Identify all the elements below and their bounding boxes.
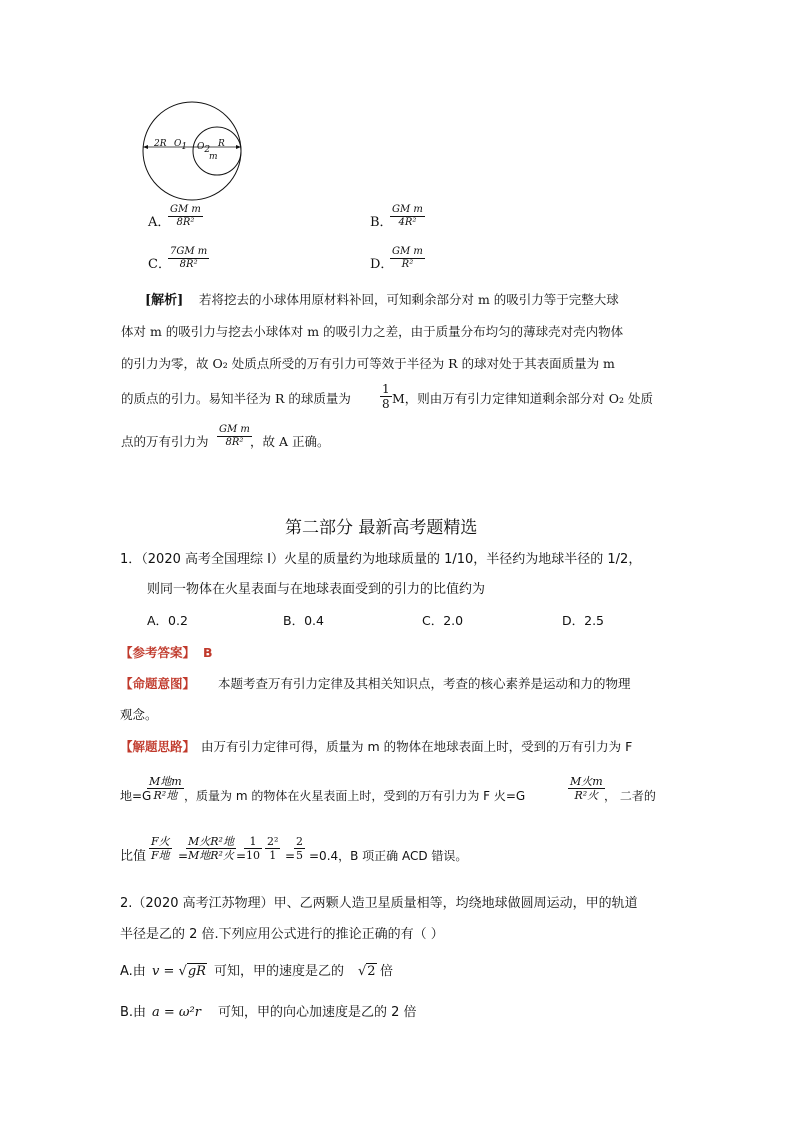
option-c-fraction [168,247,209,270]
q2-option-a-prefix: A.由 [120,964,146,979]
q1-ratio-f5-num: 2 [296,835,303,848]
q1-ratio-f5-den: 5 [296,849,303,862]
q1-ratio-f2-den: M地R²火 [188,849,234,862]
label-o2-sub: 2 [204,144,211,155]
q1-intent-tag: 【命题意图】 [120,676,196,691]
analysis-mass-fraction [380,383,392,410]
option-d-label: D． [370,257,394,272]
sphere-diagram-svg [136,100,248,202]
label-o1 [174,140,187,152]
q1-solve-line-2b: ，质量为 m 的物体在火星表面上时，受到的万有引力为 F 火=G [184,789,526,803]
q2-line-2: 半径是乙的 2 倍.下列应用公式进行的推论正确的有（ ） [120,927,444,942]
analysis-result-fraction [217,425,252,448]
label-o1-text: O [174,139,182,149]
option-c-label: C． [148,257,171,272]
q1-mars-force-fraction [568,776,605,801]
option-d-den: R² [390,258,425,270]
q2-option-a-formula-lhs: v = [152,964,179,979]
section-title: 第二部分 最新高考题精选 [285,518,478,538]
option-b-den: 4R² [390,216,425,228]
analysis-line-1: 若将挖去的小球体用原材料补回，可知剩余部分对 m 的吸引力等于完整大球 [199,292,619,307]
q1-earth-force-fraction [147,776,184,801]
q1-solve-line-2c: ， 二者的 [604,789,656,803]
analysis-result-den: 8R² [217,436,252,448]
q2-option-a-mid: 可知，甲的速度是乙的 [214,964,345,979]
label-o1-sub: 1 [181,141,188,152]
q1-ratio-tail: =0.4，B 项正确 ACD 错误。 [309,849,468,863]
label-r: R [218,139,225,149]
option-c-den: 8R² [168,258,209,270]
q1-earth-force-den: R²地 [147,788,184,801]
q1-ratio-label: 比值 [120,849,147,864]
q1-solve-line-2a: 地=G [120,789,152,803]
q2-option-b-formula: a = ω²r [152,1005,201,1020]
analysis-line-5b: ，故 A 正确。 [250,434,330,449]
option-d-fraction [390,247,425,270]
q2-option-a-sqrt2-symbol: √ [358,964,367,979]
q1-ratio-f4-num: 2² [267,835,279,848]
option-a-num: GM m [170,204,201,215]
q2-line-1: 2.（2020 高考江苏物理）甲、乙两颗人造卫星质量相等，均绕地球做圆周运动，甲的轨道 [120,896,638,911]
label-2r: 2R [154,139,167,149]
q1-ratio-f4-den: 1 [265,848,280,861]
analysis-mass-den: 8 [382,397,390,411]
label-o2-text: O [197,142,205,152]
analysis-line-4b: M，则由万有引力定律知道剩余部分对 O₂ 处质 [392,391,654,406]
analysis-line-2: 体对 m 的吸引力与挖去小球体对 m 的吸引力之差，由于质量分布均匀的薄球壳对壳内物体 [121,324,624,339]
q1-ratio-equals-2: = [236,849,247,863]
option-a-fraction [168,205,203,228]
label-m: m [209,152,218,162]
q1-earth-force-num: M地m [149,775,182,788]
q1-mars-force-num: M火m [570,775,603,788]
q1-intent-line-2: 观念。 [120,707,158,722]
large-sphere [143,102,241,200]
analysis-line-3: 的引力为零，故 O₂ 处质点所受的万有引力可等效于半径为 R 的球对处于其表面质量为 m [121,356,615,371]
q1-answer: B [203,645,213,660]
q1-option-c: C．2.0 [422,613,464,628]
q1-answer-tag: 【参考答案】 [120,645,196,660]
analysis-tag: [解析] [145,293,184,308]
analysis-result-num: GM m [219,424,250,435]
q1-option-b: B．0.4 [283,613,324,628]
option-b-label: B． [370,215,393,230]
q2-option-a-formula [152,965,207,978]
q1-ratio-f2-num: M火R²地 [188,835,234,848]
q2-option-b-prefix: B.由 [120,1005,147,1020]
q1-solve-line-1: 由万有引力定律可得，质量为 m 的物体在地球表面上时，受到的万有引力为 F [201,739,633,754]
q1-line-2: 则同一物体在火星表面与在地球表面受到的引力的比值约为 [147,582,486,597]
q2-option-a-sqrt2-content: 2 [367,964,376,979]
q1-ratio-fraction-3 [244,836,262,861]
option-a-den: 8R² [168,216,203,228]
q1-ratio-f3-num: 1 [249,835,257,848]
analysis-line-5a: 点的万有引力为 [121,434,209,449]
q1-ratio-f1-den: F地 [151,849,170,862]
q1-ratio-equals-1: = [178,849,189,863]
q2-option-b-suffix: 可知，甲的向心加速度是乙的 2 倍 [218,1005,417,1020]
q2-option-a-sqrt2 [358,965,377,978]
analysis-mass-num: 1 [382,382,390,396]
q1-ratio-fraction-1 [149,836,172,861]
option-c-num: 7GM m [170,246,208,257]
q1-intent-line-1: 本题考查万有引力定律及其相关知识点，考查的核心素养是运动和力的物理 [218,676,631,691]
q1-mars-force-den: R²火 [568,788,605,801]
option-b-num: GM m [392,204,423,215]
analysis-line-4a: 的质点的引力。易知半径为 R 的球质量为 [121,391,351,406]
sphere-diagram [136,100,248,202]
q2-option-a-sqrt-content: gR [187,964,206,979]
q1-solve-tag: 【解题思路】 [120,739,196,754]
q2-option-a-suffix: 倍 [380,964,394,979]
q1-ratio-f3-den: 10 [246,849,260,862]
option-d-num: GM m [392,246,423,257]
q1-ratio-fraction-5 [294,836,305,861]
q2-option-a-sqrt-symbol: √ [178,964,187,979]
q1-option-a: A．0.2 [147,613,188,628]
q1-ratio-equals-3: = [285,849,296,863]
q1-ratio-fraction-4 [265,836,280,861]
option-a-label: A． [148,215,171,230]
q1-ratio-f1-num: F火 [151,835,170,848]
q1-option-d: D．2.5 [562,613,605,628]
q1-ratio-fraction-2 [186,836,236,861]
q1-line-1: 1．（2020 高考全国理综 I）火星的质量约为地球质量的 1/10，半径约为地球半径的 1/2， [120,552,642,567]
option-b-fraction [390,205,425,228]
